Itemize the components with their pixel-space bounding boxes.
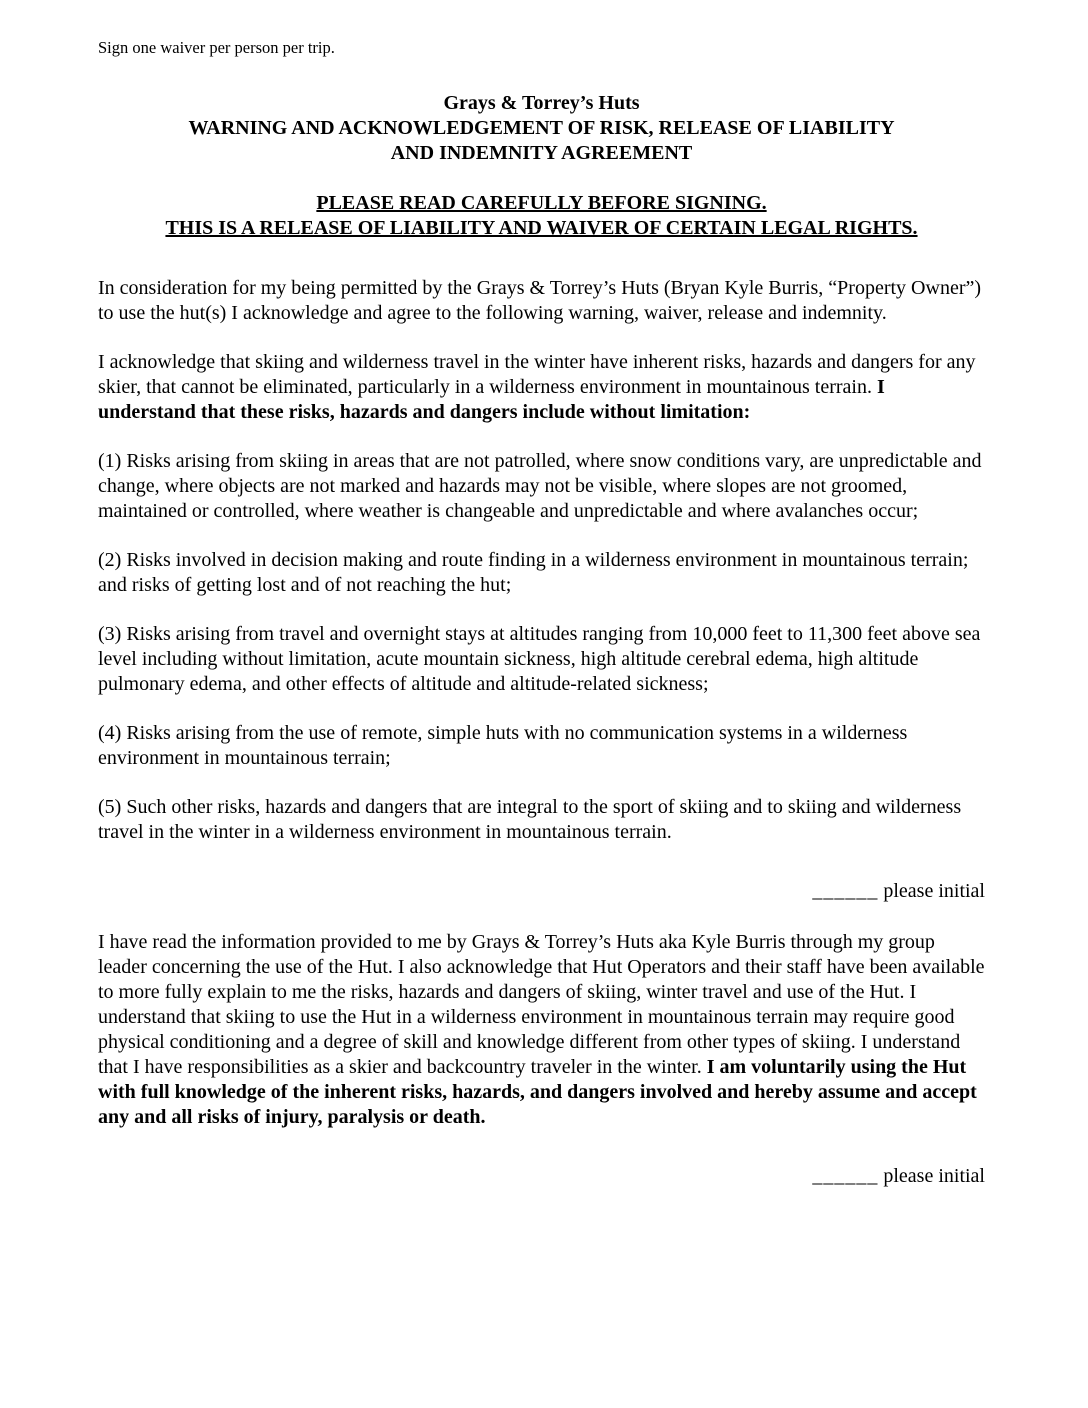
para-risk-3-text: (3) Risks arising from travel and overnight stays at altitudes ranging from 10,000 feet to 11,300 feet above sea level including without limitation, acute mountain sickness, high altitude cerebral edema, high altitude pulmonary edema, and other effects of altitude and altitude-related sickness; [98,623,981,695]
para-risk-5-text: (5) Such other risks, hazards and dangers that are integral to the sport of skiing and to skiing and wilderness travel in the winter in a wilderness environment in mountainous terrain. [98,796,962,843]
initial-label-2: please initial [878,1165,985,1187]
notice-block [98,191,985,241]
para-risk-3 [98,622,985,697]
para-risk-1 [98,449,985,524]
para-have-read-text: I have read the information provided to me by Grays & Torrey’s Huts aka Kyle Burris through my group leader concerning the use of the Hut. I also acknowledge that Hut Operators and their staff have been available to more fully explain to me the risks, hazards and dangers of skiing, winter travel and use of the Hut. I understand that skiing to use the Hut in a wilderness environment in mountainous terrain may require good physical conditioning and a degree of skill and knowledge different from other types of skiing. I understand that I have responsibilities as a skier and backcountry traveler in the winter. [98,931,985,1078]
doc-title-org: Grays & Torrey’s Huts [443,92,640,114]
para-consideration [98,276,985,326]
para-risk-2-text: (2) Risks involved in decision making and route finding in a wilderness environment in mountainous terrain; and risks of getting lost and of not reaching the hut; [98,549,969,596]
initial-blank-field-1[interactable]: ______ [812,880,879,902]
para-risk-4-text: (4) Risks arising from the use of remote, simple huts with no communication systems in a wilderness environment in mountainous terrain; [98,722,908,769]
para-risk-2 [98,548,985,598]
para-consideration-text: In consideration for my being permitted by the Grays & Torrey’s Huts (Bryan Kyle Burris, “Property Owner”) to use the hut(s) I acknowledge and agree to the following warning, waiver, release and indemnity. [98,277,982,324]
initial-label-1: please initial [878,880,985,902]
initial-row-2 [98,1164,985,1189]
doc-title-line3: AND INDEMNITY AGREEMENT [390,142,693,164]
para-risk-1-text: (1) Risks arising from skiing in areas that are not patrolled, where snow conditions vary, are unpredictable and change, where objects are not marked and hazards may not be visible, where slopes are not groomed, maintained or controlled, where weather is changeable and unpredictable and where avalanches occur; [98,450,982,522]
notice-release-of-liability: THIS IS A RELEASE OF LIABILITY AND WAIVER OF CERTAIN LEGAL RIGHTS. [165,217,918,239]
doc-title-line2: WARNING AND ACKNOWLEDGEMENT OF RISK, RELEASE OF LIABILITY [188,117,895,139]
para-have-read [98,930,985,1130]
para-have-read-bold: I am voluntarily using the Hut with full knowledge of the inherent risks, hazards, and dangers involved and hereby assume and accept any and all risks of injury, paralysis or death. [98,1056,977,1128]
notice-read-carefully: PLEASE READ CAREFULLY BEFORE SIGNING. [316,192,767,214]
para-acknowledge-risks-text: I acknowledge that skiing and wilderness travel in the winter have inherent risks, hazards and dangers for any skier, that cannot be eliminated, particularly in a wilderness environment in mountainous terrain. [98,351,976,398]
initial-row-1 [98,879,985,904]
para-acknowledge-risks-bold: I understand that these risks, hazards and dangers include without limitation: [98,376,885,423]
title-block [98,91,985,166]
top-note: Sign one waiver per person per trip. [98,38,335,57]
initial-blank-field-2[interactable]: ______ [812,1165,879,1187]
para-acknowledge-risks [98,350,985,425]
para-risk-5 [98,795,985,845]
para-risk-4 [98,721,985,771]
